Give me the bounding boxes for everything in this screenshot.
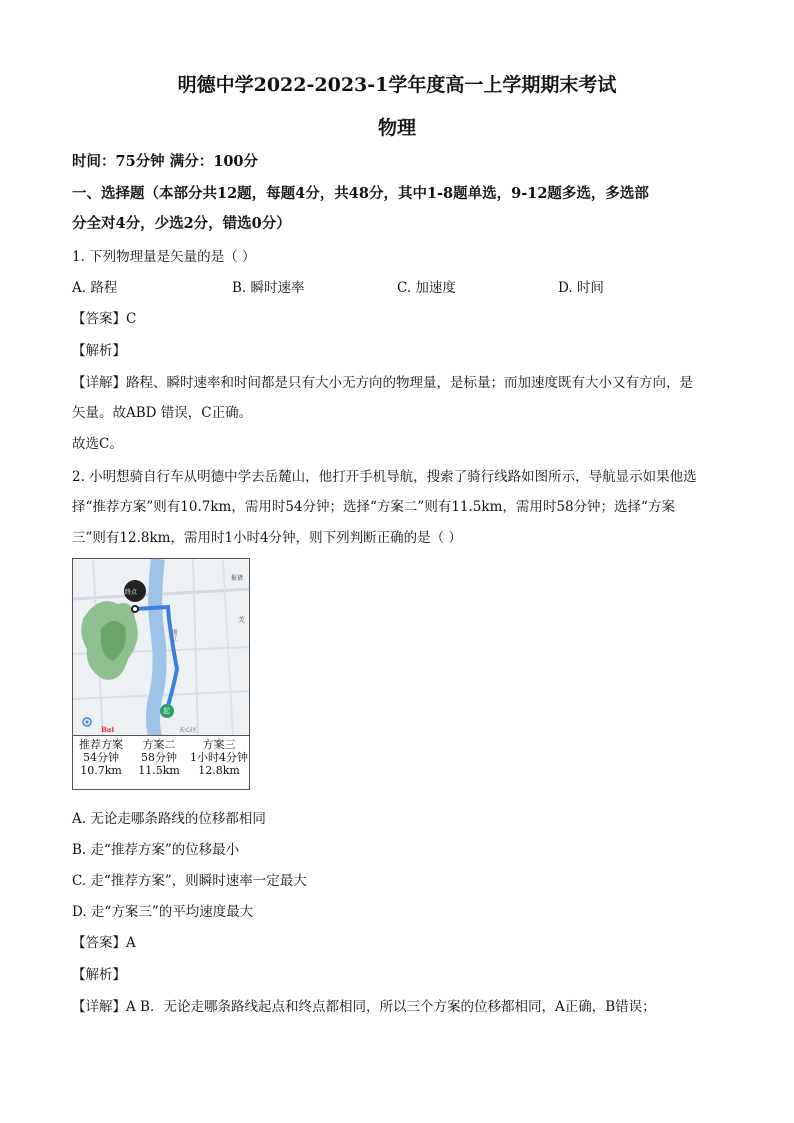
section-heading-line2: 分全对4分，少选2分，错选0分） [72,215,291,232]
q2-detail-line1 [72,995,656,1015]
q2-option-c: C. 走“推荐方案”，则瞬时速率一定最大 [72,873,307,889]
end-badge: 终点 [125,589,138,596]
q2-option-a: A. 无论走哪条路线的位移都相同 [72,811,266,827]
route-time: 54分钟 [83,751,119,764]
q1-detail-tag: 【详解】 [72,375,126,391]
q2-option-b: B. 走“推荐方案”的位移最小 [72,842,240,858]
route-time: 1小时4分钟 [190,751,248,764]
q1-answer-value: C [126,311,137,327]
report-error-label: 报错 [231,575,244,582]
route-distance: 10.7km [80,764,122,777]
q2-option-d: D. 走“方案三”的平均速度最大 [72,904,254,920]
q1-stem: 1. 下列物理量是矢量的是（ ） [72,249,256,265]
route-name: 方案二 [142,738,176,751]
q2-stem-line1: 2. 小明想骑自行车从明德中学去岳麓山，他打开手机导航，搜索了骑行线路如图所示，导航显示如果他选 [72,469,697,485]
route-name: 方案三 [202,738,236,751]
route-distance: 12.8km [198,764,240,777]
river-label: 湘江 [170,629,177,641]
q1-detail-line1 [72,371,693,391]
district-label: 天心区 [179,727,198,734]
q2-answer-value: A [126,935,136,951]
q1-answer [72,307,136,327]
q1-option-c: C. 加速度 [397,280,456,296]
route-options-table [72,736,250,790]
subject-title: 物理 [377,117,416,139]
route-plan3 [187,738,251,777]
area-label: 芙 [238,616,245,624]
map-graphic [73,559,250,736]
q1-analysis-tag: 【解析】 [72,343,126,359]
q2-analysis-tag: 【解析】 [72,967,126,983]
q2-stem-line3: 三”则有12.8km，需用时1小时4分钟，则下列判断正确的是（ ） [72,530,462,546]
start-badge: 起 [163,707,170,715]
q1-answer-tag: 【答案】 [72,311,126,327]
exam-info: 时间：75分钟 满分：100分 [72,153,258,170]
q2-answer [72,931,136,951]
route-plan2 [131,738,187,777]
q2-stem-line2: 择“推荐方案”则有10.7km，需用时54分钟；选择“方案二”则有11.5km，需用时58分钟；选择“方案 [72,499,675,515]
route-distance: 11.5km [138,764,180,777]
q1-detail-text1: 路程、瞬时速率和时间都是只有大小无方向的物理量，是标量；而加速度既有大小又有方向，是 [126,375,693,391]
q1-conclusion: 故选C。 [72,436,123,452]
q1-option-d: D. 时间 [558,280,604,296]
q2-detail-text1: A B．无论走哪条路线起点和终点都相同，所以三个方案的位移都相同，A正确，B错误； [126,999,656,1015]
q1-detail-line2: 矢量。故ABD 错误，C正确。 [72,405,253,421]
q1-option-a: A. 路程 [72,280,118,296]
map-logo: Bai [101,725,115,734]
route-recommended [73,738,129,777]
route-name: 推荐方案 [79,738,123,751]
route-figure [72,558,250,790]
q2-answer-tag: 【答案】 [72,935,126,951]
route-time: 58分钟 [141,751,177,764]
navigation-map [72,558,250,736]
q2-detail-tag: 【详解】 [72,999,126,1015]
section-heading-line1: 一、选择题（本部分共12题，每题4分，共48分，其中1-8题单选，9-12题多选，多选部 [72,185,649,202]
exam-title: 明德中学2022-2023-1学年度高一上学期期末考试 [177,74,617,96]
q1-option-b: B. 瞬时速率 [232,280,305,296]
